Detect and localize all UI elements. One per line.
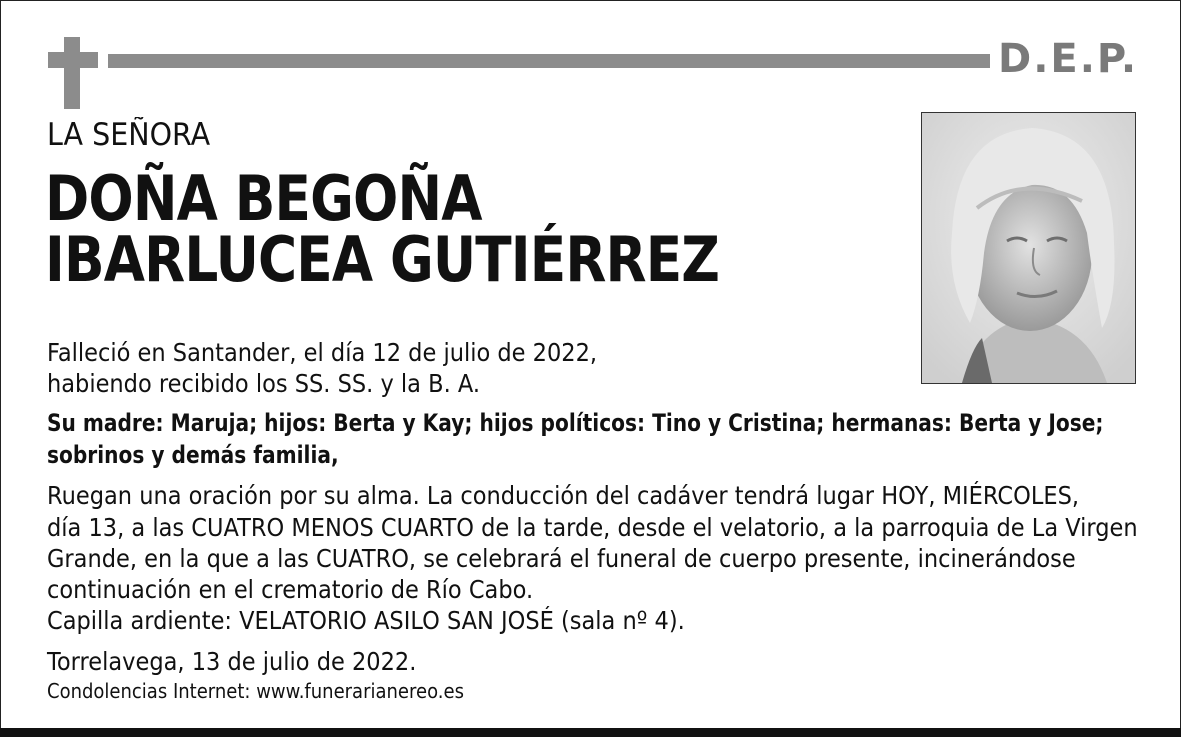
deceased-name-line2: IBARLUCEA GUTIÉRREZ [45, 223, 720, 296]
deceased-name [45, 162, 720, 296]
dep-label: D.E.P. [998, 36, 1139, 82]
deceased-title: LA SEÑORA [47, 117, 211, 153]
service-line-3: Grande, en la que a las CUATRO, se celebrará el funeral de cuerpo presente, incinerándose [47, 544, 1076, 573]
service-line-4: continuación en el crematorio de Río Cabo. [47, 575, 534, 604]
death-info-line-2: habiendo recibido los SS. SS. y la B. A. [47, 369, 481, 398]
family-line-2: sobrinos y demás familia, [47, 441, 339, 469]
family-line-1: Su madre: Maruja; hijos: Berta y Kay; hijos políticos: Tino y Cristina; hermanas: Berta y Jose; [47, 409, 1104, 437]
service-line-2: día 13, a las CUATRO MENOS CUARTO de la tarde, desde el velatorio, a la parroquia de La Virgen [47, 513, 1138, 542]
chapel-line: Capilla ardiente: VELATORIO ASILO SAN JOSÉ (sala nº 4). [47, 606, 685, 635]
service-line-1: Ruegan una oración por su alma. La conducción del cadáver tendrá lugar HOY, MIÉRCOLES, [47, 481, 1080, 510]
place-date: Torrelavega, 13 de julio de 2022. [47, 647, 417, 676]
condolences-line: Condolencias Internet: www.funerarianereo.es [47, 679, 464, 703]
header-rule [108, 54, 990, 68]
death-info-line-1: Falleció en Santander, el día 12 de julio de 2022, [47, 338, 598, 367]
deceased-name-line1: DOÑA BEGOÑA [45, 162, 482, 235]
bottom-border [0, 728, 1181, 737]
deceased-portrait [921, 112, 1136, 384]
cross-icon [48, 37, 98, 109]
